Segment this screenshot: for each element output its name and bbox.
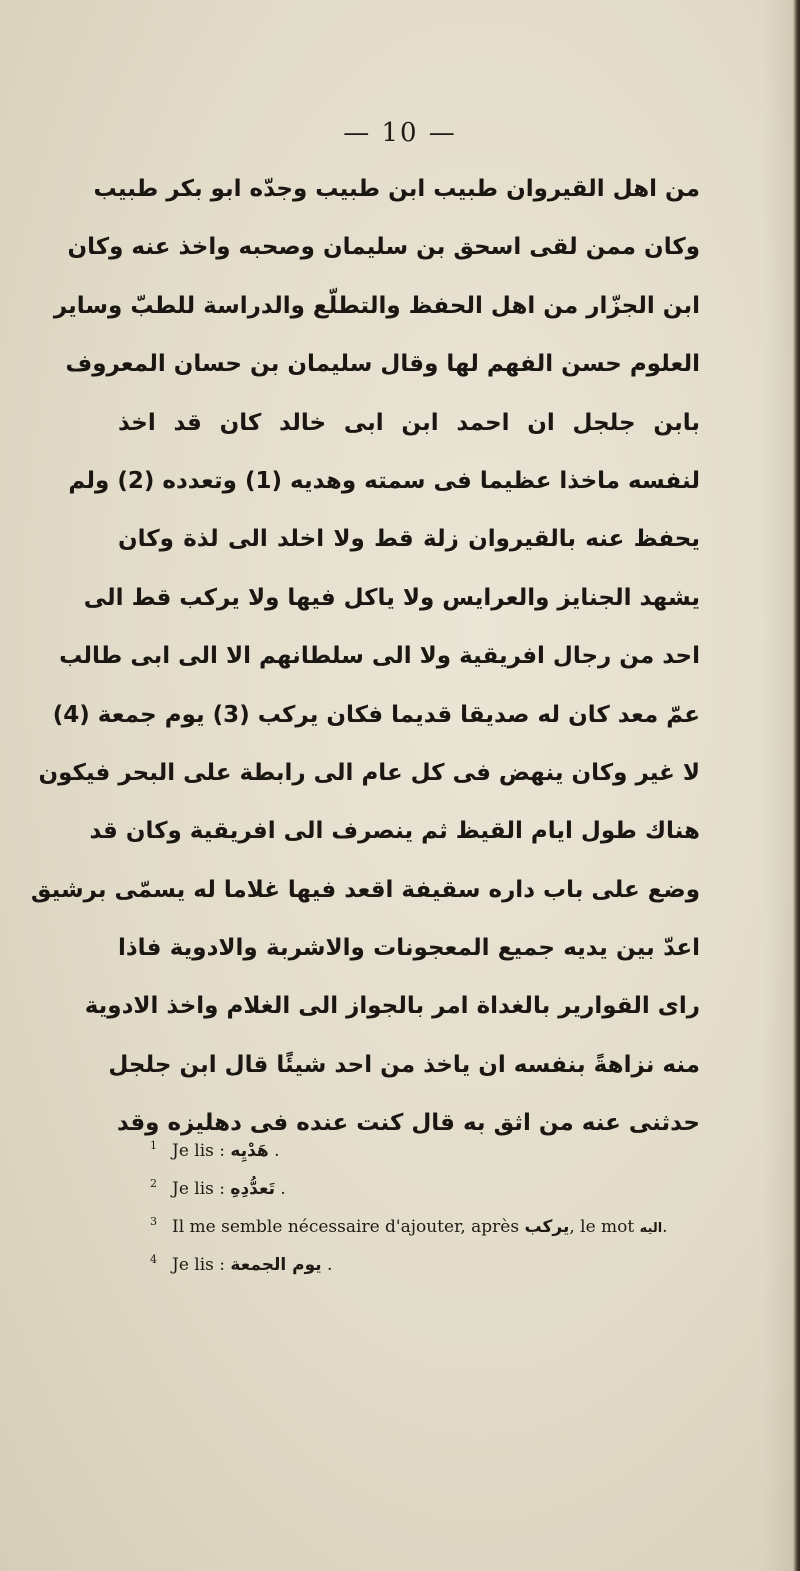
text-line: راى القوارير بالغداة امر بالجواز الى الغلام واخذ الادوية — [84, 993, 700, 1020]
footnote-arabic: تَعدُّدِهِ — [230, 1179, 275, 1199]
text-line: يشهد الجنايز والعرايس ولا ياكل فيها ولا يركب قط الى — [83, 584, 700, 611]
text-line: احد من رجال افريقية ولا الى سلطانهم الا الى ابى طالب — [59, 643, 700, 670]
text-line: يحفظ عنه بالقيروان زلة قط ولا اخلد الى لذة وكان — [118, 526, 700, 553]
text-line: العلوم حسن الفهم لها وقال سليمان بن حسان المعروف — [65, 351, 700, 378]
text-line: وضع على باب داره سقيفة اقعد فيها غلاما له يسمّى برشيق — [30, 876, 700, 903]
footnote-arabic: هَدْيِه — [230, 1141, 269, 1161]
footnote-punctuation: . — [280, 1179, 286, 1199]
footnote-punctuation: . — [274, 1141, 280, 1161]
text-line: حدثنى عنه من اثق به قال كنت عنده فى دهليزه وقد — [116, 1110, 700, 1137]
text-line: ابن الجزّار من اهل الحفظ والتطلّع والدراسة للطبّ وساير — [53, 292, 700, 319]
footnote-4: 4 Je lis : يوم الجمعة . — [150, 1253, 333, 1275]
footnote-text-continued: , le mot — [569, 1217, 635, 1237]
page-gutter-shadow — [763, 0, 793, 1571]
page-number: — 10 — — [343, 118, 457, 148]
footnote-text: Je lis : — [172, 1141, 226, 1161]
footnote-punctuation: . — [662, 1217, 668, 1237]
footnote-text: Je lis : — [172, 1255, 226, 1275]
footnote-arabic-word: اليه — [639, 1221, 663, 1236]
footnote-arabic: يركب — [524, 1217, 570, 1237]
text-line: بابن جلجل ان احمد ابن ابى خالد كان قد اخذ — [118, 409, 700, 436]
text-line: هناك طول ايام القيظ ثم ينصرف الى افريقية وكان قد — [89, 818, 700, 845]
footnotes — [150, 1132, 770, 1284]
page-edge — [793, 0, 800, 1571]
footnote-3: 3 Il me semble nécessaire d'ajouter, après يركب, le mot اليه. — [150, 1215, 668, 1237]
arabic-text-block — [30, 160, 700, 1153]
footnote-punctuation: . — [327, 1255, 333, 1275]
text-line: من اهل القيروان طبيب ابن طبيب وجدّه ابو بكر طبيب — [93, 176, 700, 202]
footnote-1: 1 Je lis : هَدْيِه . — [150, 1139, 280, 1161]
footnote-text: Il me semble nécessaire d'ajouter, après — [172, 1217, 520, 1237]
text-line: وكان ممن لقى اسحق بن سليمان وصحبه واخذ عنه وكان — [67, 234, 700, 261]
text-line: لنفسه ماخذا عظيما فى سمته وهديه (1) وتعدده (2) ولم — [68, 467, 700, 494]
text-line: عمّ معد كان له صديقا قديما فكان يركب (3) يوم جمعة (4) — [52, 701, 700, 728]
footnote-text: Je lis : — [172, 1179, 226, 1199]
footnote-2: 2 Je lis : تَعدُّدِهِ . — [150, 1177, 286, 1199]
footnote-arabic: يوم الجمعة — [230, 1255, 322, 1275]
text-line: منه نزاهةً بنفسه ان ياخذ من احد شيئًا قال ابن جلجل — [108, 1051, 700, 1078]
text-line: لا غير وكان ينهض فى كل عام الى رابطة على البحر فيكون — [38, 759, 700, 786]
text-line: اعدّ بين يديه جميع المعجونات والاشربة والادوية فاذا — [118, 935, 700, 962]
